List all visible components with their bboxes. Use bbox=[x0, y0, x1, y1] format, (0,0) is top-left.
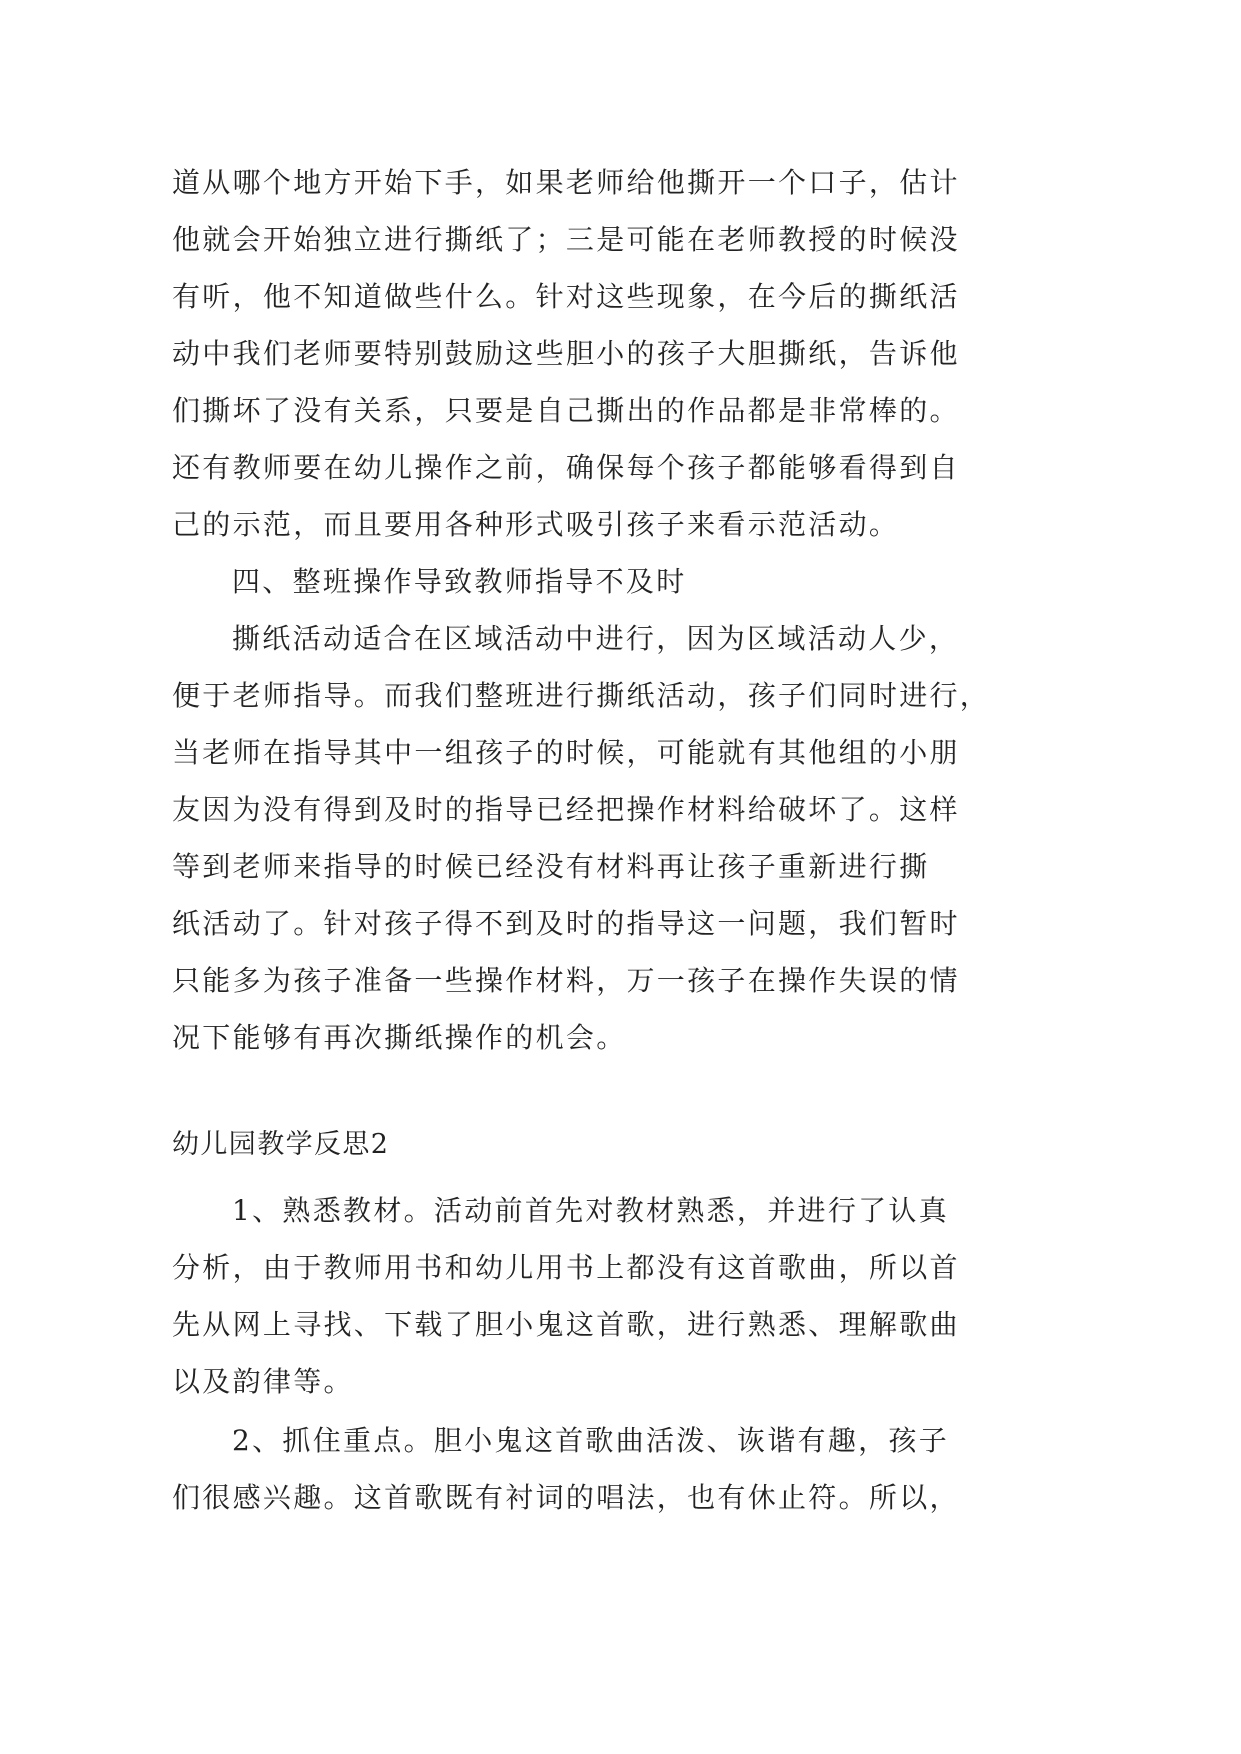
text-line: 2、抓住重点。胆小鬼这首歌曲活泼、诙谐有趣，孩子 bbox=[232, 1424, 950, 1457]
text-line: 己的示范，而且要用各种形式吸引孩子来看示范活动。 bbox=[172, 508, 900, 541]
text-line: 道从哪个地方开始下手，如果老师给他撕开一个口子，估计 bbox=[172, 166, 960, 199]
text-line: 便于老师指导。而我们整班进行撕纸活动，孩子们同时进行， bbox=[172, 679, 991, 712]
text-line: 动中我们老师要特别鼓励这些胆小的孩子大胆撕纸，告诉他 bbox=[172, 337, 960, 370]
text-line: 只能多为孩子准备一些操作材料，万一孩子在操作失误的情 bbox=[172, 964, 960, 997]
text-line: 况下能够有再次撕纸操作的机会。 bbox=[172, 1021, 627, 1054]
text-line: 们撕坏了没有关系，只要是自己撕出的作品都是非常棒的。 bbox=[172, 394, 960, 427]
text-line: 纸活动了。针对孩子得不到及时的指导这一问题，我们暂时 bbox=[172, 907, 960, 940]
text-line: 1、熟悉教材。活动前首先对教材熟悉，并进行了认真 bbox=[232, 1194, 950, 1227]
text-line: 有听，他不知道做些什么。针对这些现象，在今后的撕纸活 bbox=[172, 280, 960, 313]
text-line: 还有教师要在幼儿操作之前，确保每个孩子都能够看得到自 bbox=[172, 451, 960, 484]
text-line: 撕纸活动适合在区域活动中进行，因为区域活动人少， bbox=[232, 622, 960, 655]
text-line: 友因为没有得到及时的指导已经把操作材料给破坏了。这样 bbox=[172, 793, 960, 826]
text-line: 他就会开始独立进行撕纸了；三是可能在老师教授的时候没 bbox=[172, 223, 960, 256]
paragraph-continuation bbox=[172, 154, 991, 1066]
subheading-line: 四、整班操作导致教师指导不及时 bbox=[232, 565, 687, 598]
section-title: 幼儿园教学反思2 bbox=[172, 1129, 390, 1160]
section-title-block bbox=[172, 1116, 972, 1173]
text-line: 分析，由于教师用书和幼儿用书上都没有这首歌曲，所以首 bbox=[172, 1251, 960, 1284]
text-line: 先从网上寻找、下载了胆小鬼这首歌，进行熟悉、理解歌曲 bbox=[172, 1308, 960, 1341]
text-line: 当老师在指导其中一组孩子的时候，可能就有其他组的小朋 bbox=[172, 736, 960, 769]
text-line: 等到老师来指导的时候已经没有材料再让孩子重新进行撕 bbox=[172, 850, 930, 883]
text-line: 以及韵律等。 bbox=[172, 1365, 354, 1398]
text-line: 们很感兴趣。这首歌既有衬词的唱法，也有休止符。所以， bbox=[172, 1481, 960, 1514]
paragraph-section2 bbox=[172, 1182, 972, 1526]
